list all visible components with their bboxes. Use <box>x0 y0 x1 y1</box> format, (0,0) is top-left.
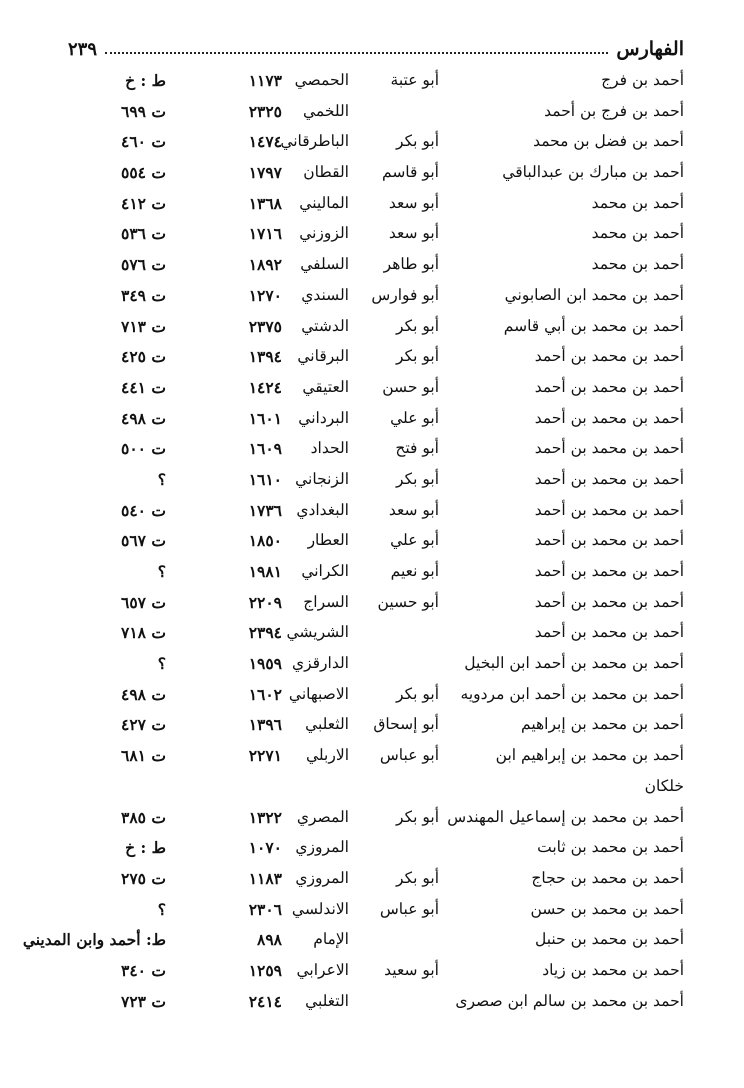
entry-kunya: أبو نعيم <box>390 562 439 580</box>
entry-number: ١٣٩٦ <box>248 715 282 735</box>
entry-name: أحمد بن محمد بن أحمد <box>534 531 684 550</box>
entry-number: ١٩٥٩ <box>248 654 282 674</box>
entry-name: أحمد بن محمد بن أحمد ابن مردويه <box>460 684 684 703</box>
entry-death-date: ت ٥٣٦ <box>121 224 166 244</box>
index-entry <box>0 526 744 557</box>
index-entry <box>0 219 744 250</box>
entry-death-date: ت ٥٧٦ <box>121 255 166 275</box>
index-entry <box>0 956 744 987</box>
entry-kunya: أبو بكر <box>396 316 439 335</box>
entry-death-date: ت ٥٠٠ <box>121 439 166 459</box>
entry-number: ١٦٠٩ <box>248 439 282 459</box>
entry-number: ١٢٧٠ <box>248 285 282 305</box>
entry-nisba: الاندلسي <box>291 899 349 918</box>
entry-name: أحمد بن محمد <box>591 224 684 243</box>
entry-nisba: السراج <box>303 592 349 611</box>
entry-name: أحمد بن محمد بن أحمد <box>534 623 684 642</box>
entry-kunya: أبو بكر <box>396 469 439 488</box>
index-entry <box>0 925 744 956</box>
entry-death-date: ت ٣٤٩ <box>121 285 166 305</box>
entry-death-date: ؟ <box>157 654 166 674</box>
entry-kunya: أبو بكر <box>396 347 439 366</box>
entry-nisba: الشريشي <box>286 623 349 642</box>
entry-death-date: ؟ <box>157 562 166 581</box>
entry-death-date: ط : خ <box>125 71 166 90</box>
entry-death-date: ت ٤٦٠ <box>121 132 166 152</box>
index-entry <box>0 588 744 619</box>
entry-number: ٢٢٠٩ <box>248 592 282 612</box>
index-entry <box>0 864 744 895</box>
entry-kunya: أبو قاسم <box>382 163 439 182</box>
entry-nisba: القطان <box>303 163 349 182</box>
entry-number: ١٨٩٢ <box>248 255 282 275</box>
entry-death-date: ت ٦٨١ <box>121 746 166 766</box>
index-entry <box>0 404 744 435</box>
entry-kunya: أبو علي <box>390 531 439 550</box>
entry-name: أحمد بن مبارك بن عبدالباقي <box>502 163 684 182</box>
entry-death-date: ت ٣٨٥ <box>121 807 166 827</box>
entry-kunya: أبو بكر <box>396 684 439 703</box>
entry-nisba: الإمام <box>313 930 349 949</box>
entry-nisba: اللخمي <box>302 101 349 120</box>
entry-nisba: الدشتي <box>301 316 349 335</box>
entry-nisba: الزنجاني <box>295 469 349 488</box>
entry-kunya: أبو سعد <box>388 193 439 212</box>
entry-kunya: أبو بكر <box>396 868 439 887</box>
entry-name: أحمد بن محمد بن زياد <box>542 960 684 979</box>
entry-kunya: أبو حسن <box>382 377 439 396</box>
entry-death-date: ت ٦٩٩ <box>121 101 166 121</box>
entry-name: أحمد بن محمد بن أحمد <box>534 469 684 488</box>
index-entry <box>0 557 744 588</box>
entry-death-date: ت ٧١٣ <box>121 316 166 336</box>
entry-death-date: ت ٤٢٥ <box>121 347 166 367</box>
entry-number: ٢٤١٤ <box>248 991 282 1011</box>
entry-name: أحمد بن محمد بن ثابت <box>537 838 684 857</box>
running-title: الفهارس <box>616 38 684 60</box>
index-entry <box>0 127 744 158</box>
entry-name: أحمد بن محمد بن أحمد <box>534 377 684 396</box>
entry-death-date: ت ٥٥٤ <box>121 163 166 183</box>
entry-nisba: التغلبي <box>305 991 349 1010</box>
entry-death-date: ؟ <box>157 469 166 489</box>
entry-name: أحمد بن محمد بن حنبل <box>535 930 684 949</box>
entry-number: ٢٣٩٤ <box>248 623 282 643</box>
index-entry <box>0 189 744 220</box>
index-entry <box>0 342 744 373</box>
index-entry <box>0 66 744 97</box>
entry-name: أحمد بن فرج <box>601 71 684 89</box>
entry-kunya: أبو سعد <box>388 224 439 243</box>
entry-death-date: ط: أحمد وابن المديني <box>22 930 166 950</box>
entry-nisba: الماليني <box>299 193 349 212</box>
entry-kunya: أبو بكر <box>396 807 439 826</box>
entry-nisba: المروزي <box>295 868 349 887</box>
entry-number: ١٧٣٦ <box>248 500 282 520</box>
index-entry <box>0 97 744 128</box>
entry-name: أحمد بن محمد بن سالم ابن صصرى <box>455 991 684 1010</box>
entry-nisba: البرداني <box>298 408 349 427</box>
entry-number: ١٦١٠ <box>248 469 282 489</box>
entry-nisba: الزوزني <box>299 224 349 243</box>
entry-number: ١٦٠١ <box>248 408 282 428</box>
entry-name: أحمد بن محمد بن حسن <box>530 899 684 918</box>
entry-kunya: أبو إسحاق <box>373 715 439 734</box>
index-entry <box>0 895 744 926</box>
entry-number: ٢٣٠٦ <box>248 899 282 919</box>
entry-kunya: أبو سعيد <box>384 960 439 979</box>
index-entry <box>0 434 744 465</box>
entry-number: ٢٣٧٥ <box>248 316 282 336</box>
entry-death-date: ت ٣٤٠ <box>121 960 166 980</box>
entry-nisba: الدارقزي <box>291 654 349 673</box>
index-entry <box>0 649 744 680</box>
index-entry <box>0 772 744 803</box>
entry-death-date: ت ٤٤١ <box>121 377 166 397</box>
entry-death-date: ت ٤٢٧ <box>121 715 166 735</box>
leader-dots <box>105 52 608 54</box>
entry-number: ١٤٧٤ <box>248 132 282 152</box>
entry-name: أحمد بن فضل بن محمد <box>533 132 684 151</box>
entry-number: ١٦٠٢ <box>248 684 282 704</box>
entry-name: أحمد بن محمد <box>591 255 684 274</box>
entry-name: أحمد بن محمد بن أحمد <box>534 408 684 427</box>
entry-number: ١١٧٣ <box>248 71 282 90</box>
entry-number: ٢٣٢٥ <box>248 101 282 121</box>
entry-nisba: البغدادي <box>296 500 349 519</box>
entry-kunya: أبو عتبة <box>390 71 439 89</box>
entry-name: أحمد بن محمد بن إسماعيل المهندس <box>447 807 684 826</box>
index-entry <box>0 250 744 281</box>
entry-number: ٨٩٨ <box>257 930 282 950</box>
entry-number: ١٩٨١ <box>248 562 282 581</box>
index-entry <box>0 281 744 312</box>
entry-name: أحمد بن محمد بن إبراهيم ابن <box>495 746 684 765</box>
entry-nisba: الكراني <box>301 562 349 580</box>
entry-number: ١٣٩٤ <box>248 347 282 367</box>
entry-number: ١٠٧٠ <box>248 838 282 858</box>
entry-name: أحمد بن محمد ابن الصابوني <box>504 285 684 304</box>
entry-name: أحمد بن محمد بن أحمد <box>534 500 684 519</box>
entry-kunya: أبو عباس <box>379 746 439 765</box>
entry-nisba: الحداد <box>310 439 349 458</box>
entry-name: أحمد بن محمد بن أبي قاسم <box>503 316 684 335</box>
entry-number: ١٣٢٢ <box>248 807 282 827</box>
index-entry <box>0 710 744 741</box>
index-entries <box>0 66 744 1017</box>
index-entry <box>0 803 744 834</box>
entry-kunya: أبو سعد <box>388 500 439 519</box>
entry-number: ١٣٦٨ <box>248 193 282 213</box>
page-number: ٢٣٩ <box>68 38 98 60</box>
entry-number: ١٢٥٩ <box>248 960 282 980</box>
entry-name: أحمد بن محمد بن أحمد <box>534 592 684 611</box>
entry-number: ١٨٥٠ <box>248 531 282 551</box>
entry-nisba: العتيقي <box>302 377 349 396</box>
entry-name: أحمد بن محمد بن أحمد <box>534 347 684 366</box>
entry-death-date: ت ٤٩٨ <box>121 684 166 704</box>
entry-nisba: الباطرقاني <box>280 132 349 151</box>
index-entry <box>0 987 744 1018</box>
entry-death-date: ط : خ <box>125 838 166 858</box>
entry-number: ١٧٩٧ <box>248 163 282 183</box>
page-header <box>68 34 684 64</box>
entry-name: أحمد بن محمد بن حجاج <box>531 868 684 887</box>
entry-kunya: أبو عباس <box>379 899 439 918</box>
entry-name: أحمد بن محمد بن أحمد <box>534 439 684 458</box>
entry-name: أحمد بن محمد بن أحمد <box>534 562 684 580</box>
entry-death-date: ت ٧٢٣ <box>121 991 166 1011</box>
entry-kunya: أبو علي <box>390 408 439 427</box>
index-entry <box>0 496 744 527</box>
entry-nisba: الاربلي <box>306 746 349 765</box>
entry-nisba: السلفي <box>300 255 349 274</box>
index-entry <box>0 373 744 404</box>
entry-kunya: أبو بكر <box>396 132 439 151</box>
entry-nisba: الحمصي <box>294 71 349 89</box>
entry-nisba: العطار <box>307 531 349 550</box>
index-entry <box>0 312 744 343</box>
entry-nisba: الاصبهاني <box>288 684 349 703</box>
entry-nisba: الثعلبي <box>305 715 349 734</box>
index-entry <box>0 465 744 496</box>
entry-death-date: ت ٦٥٧ <box>121 592 166 612</box>
entry-kunya: أبو طاهر <box>383 255 439 274</box>
entry-kunya: أبو حسين <box>377 592 439 611</box>
entry-kunya: أبو فتح <box>395 439 439 458</box>
index-entry <box>0 741 744 772</box>
entry-death-date: ت ٤٩٨ <box>121 408 166 428</box>
entry-kunya: أبو فوارس <box>371 285 439 304</box>
entry-death-date: ت ٤١٢ <box>121 193 166 213</box>
entry-nisba: البرقاني <box>297 347 349 366</box>
entry-number: ٢٢٧١ <box>248 746 282 766</box>
entry-name: أحمد بن محمد بن أحمد ابن البخيل <box>464 654 684 673</box>
entry-number: ١٧١٦ <box>248 224 282 244</box>
entry-name: أحمد بن محمد <box>591 193 684 212</box>
entry-nisba: السندي <box>301 285 349 304</box>
entry-nisba: المروزي <box>295 838 349 857</box>
entry-death-date: ت ٥٦٧ <box>121 531 166 551</box>
index-entry <box>0 618 744 649</box>
entry-death-date: ت ٢٧٥ <box>121 868 166 888</box>
entry-nisba: المصري <box>296 807 349 826</box>
index-entry <box>0 833 744 864</box>
index-entry <box>0 158 744 189</box>
index-entry <box>0 680 744 711</box>
entry-death-date: ت ٥٤٠ <box>121 500 166 520</box>
entry-name: أحمد بن محمد بن إبراهيم <box>521 715 684 734</box>
entry-death-date: ت ٧١٨ <box>121 623 166 643</box>
entry-name: خلكان <box>644 776 684 795</box>
entry-number: ١٤٢٤ <box>248 377 282 397</box>
entry-number: ١١٨٣ <box>248 868 282 888</box>
entry-death-date: ؟ <box>157 899 166 919</box>
entry-nisba: الاعرابي <box>296 960 349 979</box>
entry-name: أحمد بن فرج بن أحمد <box>544 101 684 120</box>
